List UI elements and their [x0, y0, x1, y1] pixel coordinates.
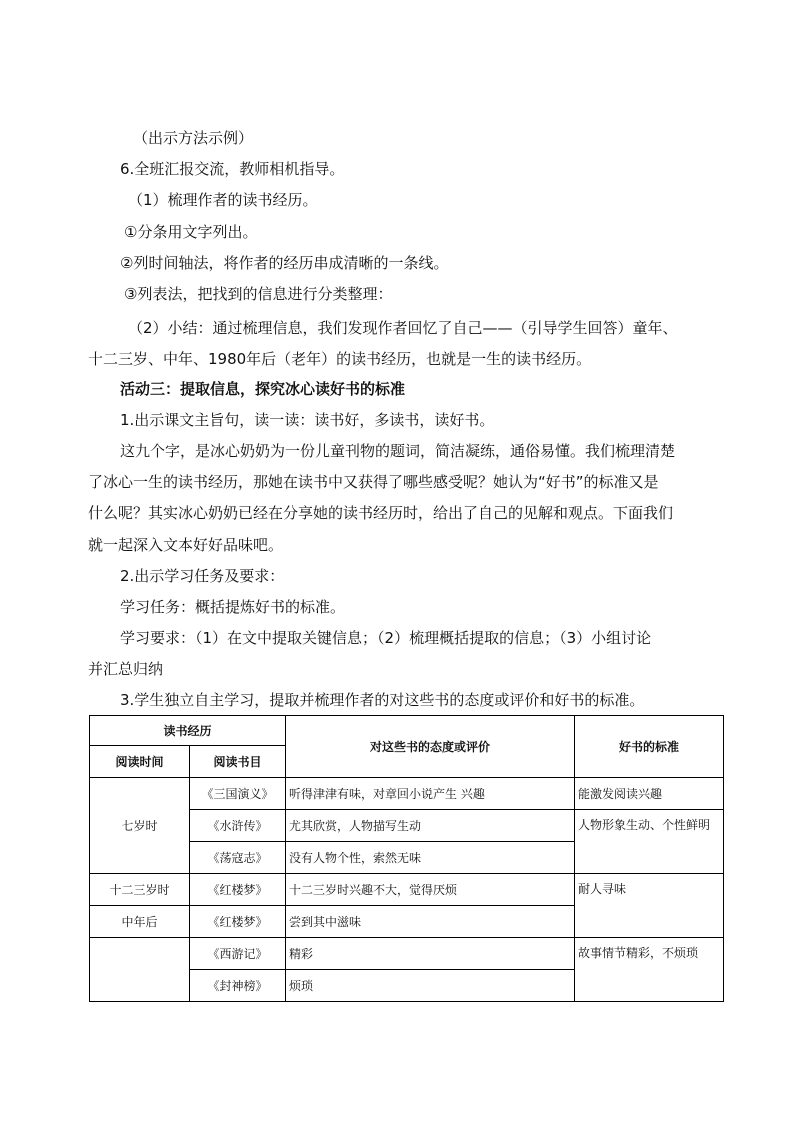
cell-attitude: 尝到其中滋味	[286, 906, 575, 938]
cell-standard: 能激发阅读兴趣	[575, 778, 724, 810]
text-line: 十二三岁、中年、1980年后（老年）的读书经历，也就是一生的读书经历。	[88, 350, 592, 368]
cell-attitude: 十二三岁时兴趣不大，觉得厌烦	[286, 874, 575, 906]
header-book-title: 阅读书目	[190, 746, 286, 778]
table-row	[90, 938, 724, 970]
cell-time-empty	[90, 938, 190, 1002]
text-line: 这九个字，是冰心奶奶为一份儿童刊物的题词，简洁凝练，通俗易懂。我们梳理清楚	[120, 442, 676, 460]
text-line: 2.出示学习任务及要求：	[120, 567, 285, 585]
cell-standard: 故事情节精彩，不烦琐	[575, 938, 724, 1002]
cell-attitude: 烦琐	[286, 970, 575, 1002]
text-line: 就一起深入文本好好品味吧。	[88, 536, 284, 554]
reading-experience-table	[89, 715, 724, 1002]
text-line: （出示方法示例）	[133, 129, 254, 147]
header-reading-time: 阅读时间	[90, 746, 190, 778]
cell-book: 《三国演义》	[190, 778, 286, 810]
text-line: （1）梳理作者的读书经历。	[128, 191, 318, 209]
cell-attitude: 听得津津有味，对章回小说产生 兴趣	[286, 778, 575, 810]
header-attitude: 对这些书的态度或评价	[286, 716, 575, 778]
cell-attitude: 精彩	[286, 938, 575, 970]
cell-book: 《红楼梦》	[190, 906, 286, 938]
cell-time: 七岁时	[90, 778, 190, 874]
text-line: 3.学生独立自主学习，提取并梳理作者的对这些书的态度或评价和好书的标准。	[120, 691, 645, 709]
text-line: ②列时间轴法，将作者的经历串成清晰的一条线。	[120, 254, 449, 272]
cell-time: 中年后	[90, 906, 190, 938]
text-line: 6.全班汇报交流，教师相机指导。	[120, 160, 345, 178]
header-good-book-standard: 好书的标准	[575, 716, 724, 778]
table-row	[90, 874, 724, 906]
text-line: （2）小结：通过梳理信息，我们发现作者回忆了自己——（引导学生回答）童年、	[128, 319, 678, 337]
header-reading-experience: 读书经历	[90, 716, 286, 746]
cell-attitude: 没有人物个性，索然无味	[286, 842, 575, 874]
text-line: 1.出示课文主旨句，读一读：读书好，多读书，读好书。	[120, 411, 495, 429]
text-line: ③列表法，把找到的信息进行分类整理：	[124, 285, 393, 303]
section-heading: 活动三：提取信息，探究冰心读好书的标准	[120, 380, 406, 398]
cell-book: 《水浒传》	[190, 810, 286, 842]
cell-time: 十二三岁时	[90, 874, 190, 906]
cell-book: 《西游记》	[190, 938, 286, 970]
cell-book: 《封神榜》	[190, 970, 286, 1002]
cell-book: 《荡寇志》	[190, 842, 286, 874]
text-line: ①分条用文字列出。	[124, 223, 258, 241]
text-line: 并汇总归纳	[88, 660, 164, 678]
text-line: 学习任务：概括提炼好书的标准。	[120, 598, 346, 616]
cell-standard: 耐人寻味	[575, 874, 724, 938]
text-line: 学习要求：（1）在文中提取关键信息；（2）梳理概括提取的信息；（3）小组讨论	[120, 629, 652, 647]
text-line: 什么呢？其实冰心奶奶已经在分享她的读书经历时，给出了自己的见解和观点。下面我们	[88, 504, 674, 522]
text-line: 了冰心一生的读书经历，那她在读书中又获得了哪些感受呢？她认为“好书”的标准又是	[88, 473, 659, 491]
cell-book: 《红楼梦》	[190, 874, 286, 906]
table-row	[90, 778, 724, 810]
cell-standard: 人物形象生动、个性鲜明	[575, 810, 724, 874]
cell-attitude: 尤其欣赏，人物描写生动	[286, 810, 575, 842]
table-header-row	[90, 716, 724, 746]
